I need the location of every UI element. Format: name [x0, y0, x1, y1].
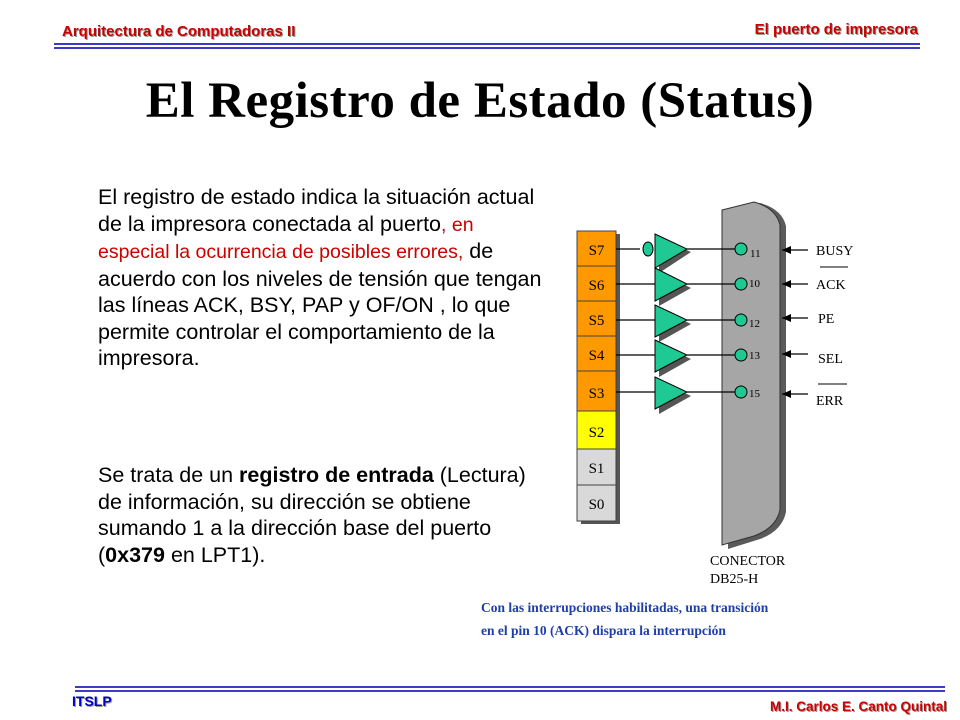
- header-course-title: Arquitectura de Computadoras II: [62, 23, 296, 40]
- signal-ack: ACK: [816, 278, 846, 293]
- header-topic: El puerto de impresora: [754, 21, 918, 38]
- paragraph-text: en LPT1).: [164, 542, 266, 567]
- port-address: 0x379: [105, 542, 165, 567]
- paragraph-highlight: , en especial la ocurrencia de posibles errores,: [98, 213, 474, 263]
- footer-author: M.I. Carlos E. Canto Quintal: [769, 699, 947, 714]
- register-stack: [577, 231, 616, 521]
- signal-pe: PE: [818, 312, 835, 327]
- signal-sel: SEL: [818, 352, 843, 367]
- pin-number: 11: [750, 248, 761, 260]
- register-bit-label: S1: [588, 461, 605, 477]
- paragraph-text: Se trata de un: [98, 463, 240, 487]
- register-bit-label: S4: [588, 348, 605, 364]
- pin-11: [735, 243, 747, 255]
- register-bit-label: S0: [588, 497, 605, 513]
- signal-inputs: [782, 244, 853, 409]
- pin-10: [735, 278, 747, 290]
- footer-institution: ITSLP: [72, 693, 112, 709]
- page-title: El Registro de Estado (Status): [145, 73, 815, 129]
- interrupt-note-line1: Con las interrupciones habilitadas, una transición: [481, 600, 769, 615]
- footer-rule: [75, 686, 945, 692]
- paragraph-text: El registro de estado indica la situación actual de la impresora conectada al puerto: [98, 185, 535, 236]
- paragraph-text: de acuerdo con los niveles de tensión que tengan las líneas ACK, BSY, PAP y OF/ON , lo que permite controlar el comportamiento de la impresora.: [98, 239, 542, 370]
- pin-13: [735, 349, 747, 361]
- register-bit-label: S7: [588, 243, 605, 259]
- paragraph-bold: registro de entrada: [239, 463, 434, 487]
- register-bit-label: S6: [588, 278, 605, 294]
- pin-number: 13: [749, 350, 760, 362]
- pin-15: [735, 386, 747, 398]
- pin-12: [735, 314, 747, 326]
- pin-number: 15: [749, 388, 760, 400]
- register-bit-label: S3: [588, 386, 605, 402]
- register-bit-label: S5: [588, 313, 605, 329]
- paragraph-text: (Lectura) de información, su dirección se obtiene sumando 1 a la dirección base del puerto (: [98, 463, 526, 567]
- pin-number: 10: [749, 278, 760, 290]
- connector-type: DB25-H: [710, 572, 759, 587]
- register-bit-label: S2: [588, 425, 605, 441]
- signal-busy: BUSY: [816, 244, 854, 259]
- pin-number: 12: [749, 318, 760, 330]
- connector-label: CONECTOR: [710, 554, 786, 569]
- interrupt-note-line2: en el pin 10 (ACK) dispara la interrupción: [481, 623, 726, 638]
- signal-err: ERR: [816, 394, 844, 409]
